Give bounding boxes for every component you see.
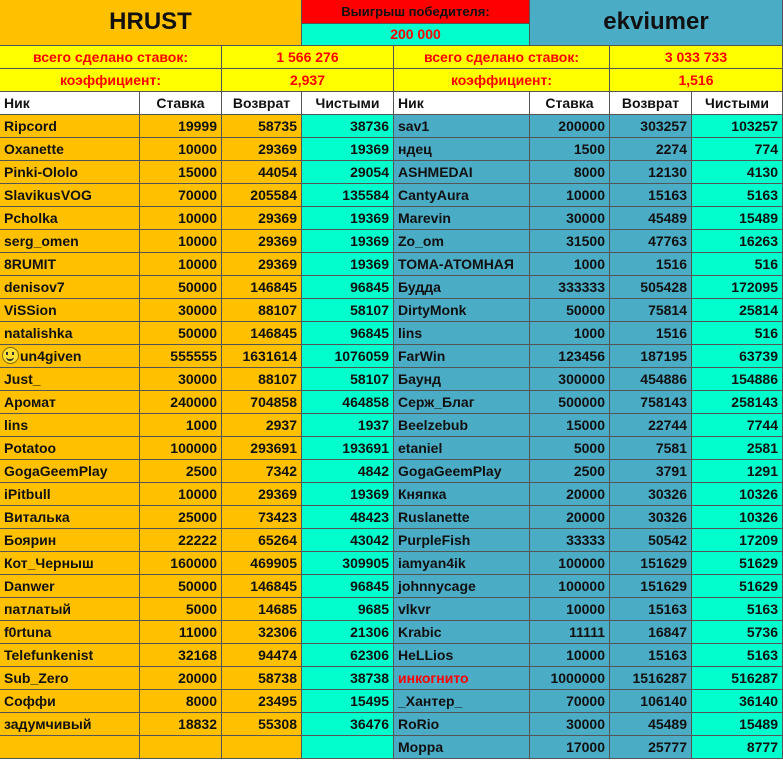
right-row-24-nick: HeLLios xyxy=(394,644,530,667)
right-row-8-return: 505428 xyxy=(610,276,692,299)
right-row-4-net: 5163 xyxy=(692,184,783,207)
left-row-15-return: 293691 xyxy=(222,437,302,460)
left-row-28-return xyxy=(222,736,302,759)
right-row-23-return: 16847 xyxy=(610,621,692,644)
right-row-10-nick: lins xyxy=(394,322,530,345)
left-row-20-nick: Кот_Черныш xyxy=(0,552,140,575)
right-row-20-net: 51629 xyxy=(692,552,783,575)
left-row-27-net: 36476 xyxy=(302,713,394,736)
left-row-8-bet: 50000 xyxy=(140,276,222,299)
left-row-11-net: 1076059 xyxy=(302,345,394,368)
right-row-3-bet: 8000 xyxy=(530,161,610,184)
right-row-2-nick: ндец xyxy=(394,138,530,161)
right-row-6-return: 47763 xyxy=(610,230,692,253)
right-row-21-return: 151629 xyxy=(610,575,692,598)
right-row-17-nick: Княпка xyxy=(394,483,530,506)
right-row-2-net: 774 xyxy=(692,138,783,161)
left-col-header-net: Чистыми xyxy=(302,92,394,115)
left-row-1-return: 58735 xyxy=(222,115,302,138)
left-row-16-nick: GogaGeemPlay xyxy=(0,460,140,483)
left-row-20-return: 469905 xyxy=(222,552,302,575)
right-row-8-nick: Будда xyxy=(394,276,530,299)
left-row-22-nick: патлатый xyxy=(0,598,140,621)
right-row-25-net: 516287 xyxy=(692,667,783,690)
left-row-6-return: 29369 xyxy=(222,230,302,253)
left-row-2-bet: 10000 xyxy=(140,138,222,161)
right-row-15-nick: etaniel xyxy=(394,437,530,460)
right-row-6-bet: 31500 xyxy=(530,230,610,253)
right-row-26-nick: _Хантер_ xyxy=(394,690,530,713)
right-row-20-nick: iamyan4ik xyxy=(394,552,530,575)
left-row-6-net: 19369 xyxy=(302,230,394,253)
left-col-header-nick: Ник xyxy=(0,92,140,115)
left-row-20-bet: 160000 xyxy=(140,552,222,575)
left-row-18-bet: 25000 xyxy=(140,506,222,529)
right-row-14-net: 7744 xyxy=(692,414,783,437)
right-row-13-return: 758143 xyxy=(610,391,692,414)
left-row-28-nick xyxy=(0,736,140,759)
left-row-17-net: 19369 xyxy=(302,483,394,506)
right-col-header-return: Возврат xyxy=(610,92,692,115)
right-row-13-bet: 500000 xyxy=(530,391,610,414)
left-col-header-bet: Ставка xyxy=(140,92,222,115)
right-coefficient: 1,516 xyxy=(610,69,783,92)
left-row-15-bet: 100000 xyxy=(140,437,222,460)
right-row-11-bet: 123456 xyxy=(530,345,610,368)
left-row-22-net: 9685 xyxy=(302,598,394,621)
left-row-23-bet: 11000 xyxy=(140,621,222,644)
left-row-9-return: 88107 xyxy=(222,299,302,322)
left-row-26-net: 15495 xyxy=(302,690,394,713)
right-row-16-nick: GogaGeemPlay xyxy=(394,460,530,483)
right-row-2-bet: 1500 xyxy=(530,138,610,161)
left-row-26-return: 23495 xyxy=(222,690,302,713)
right-col-header-nick: Ник xyxy=(394,92,530,115)
left-row-4-return: 205584 xyxy=(222,184,302,207)
left-bets-total: 1 566 276 xyxy=(222,46,394,69)
right-row-24-bet: 10000 xyxy=(530,644,610,667)
right-row-18-bet: 20000 xyxy=(530,506,610,529)
right-row-12-return: 454886 xyxy=(610,368,692,391)
left-row-24-return: 94474 xyxy=(222,644,302,667)
left-row-3-bet: 15000 xyxy=(140,161,222,184)
left-row-10-return: 146845 xyxy=(222,322,302,345)
left-row-28-net xyxy=(302,736,394,759)
left-row-11-return: 1631614 xyxy=(222,345,302,368)
right-row-24-return: 15163 xyxy=(610,644,692,667)
right-row-15-return: 7581 xyxy=(610,437,692,460)
right-row-22-bet: 10000 xyxy=(530,598,610,621)
left-row-2-net: 19369 xyxy=(302,138,394,161)
right-row-5-bet: 30000 xyxy=(530,207,610,230)
right-row-15-bet: 5000 xyxy=(530,437,610,460)
left-row-26-bet: 8000 xyxy=(140,690,222,713)
right-bets-total: 3 033 733 xyxy=(610,46,783,69)
right-row-11-nick: FarWin xyxy=(394,345,530,368)
right-row-19-bet: 33333 xyxy=(530,529,610,552)
right-row-3-return: 12130 xyxy=(610,161,692,184)
right-row-10-bet: 1000 xyxy=(530,322,610,345)
left-row-25-return: 58738 xyxy=(222,667,302,690)
right-row-7-nick: ТОМА-АТОМНАЯ xyxy=(394,253,530,276)
left-row-1-net: 38736 xyxy=(302,115,394,138)
right-row-8-bet: 333333 xyxy=(530,276,610,299)
right-row-10-net: 516 xyxy=(692,322,783,345)
right-row-11-return: 187195 xyxy=(610,345,692,368)
left-row-14-bet: 1000 xyxy=(140,414,222,437)
left-row-4-bet: 70000 xyxy=(140,184,222,207)
left-row-22-bet: 5000 xyxy=(140,598,222,621)
smiley-icon xyxy=(2,347,19,364)
right-row-17-net: 10326 xyxy=(692,483,783,506)
right-row-20-return: 151629 xyxy=(610,552,692,575)
left-row-25-bet: 20000 xyxy=(140,667,222,690)
left-row-12-net: 58107 xyxy=(302,368,394,391)
right-row-9-nick: DirtyMonk xyxy=(394,299,530,322)
right-row-27-return: 45489 xyxy=(610,713,692,736)
right-row-3-net: 4130 xyxy=(692,161,783,184)
left-row-16-net: 4842 xyxy=(302,460,394,483)
left-row-4-nick: SlavikusVOG xyxy=(0,184,140,207)
left-row-21-return: 146845 xyxy=(222,575,302,598)
right-row-26-return: 106140 xyxy=(610,690,692,713)
left-row-6-bet: 10000 xyxy=(140,230,222,253)
left-row-14-return: 2937 xyxy=(222,414,302,437)
right-row-18-nick: Ruslanette xyxy=(394,506,530,529)
left-row-16-bet: 2500 xyxy=(140,460,222,483)
left-row-21-nick: Danwer xyxy=(0,575,140,598)
left-col-header-return: Возврат xyxy=(222,92,302,115)
left-row-18-nick: Виталька xyxy=(0,506,140,529)
right-row-15-net: 2581 xyxy=(692,437,783,460)
left-row-16-return: 7342 xyxy=(222,460,302,483)
right-row-4-return: 15163 xyxy=(610,184,692,207)
left-row-4-net: 135584 xyxy=(302,184,394,207)
left-row-5-nick: Pcholka xyxy=(0,207,140,230)
left-row-3-return: 44054 xyxy=(222,161,302,184)
left-row-18-return: 73423 xyxy=(222,506,302,529)
right-row-6-nick: Zo_om xyxy=(394,230,530,253)
right-coef-label: коэффициент: xyxy=(394,69,610,92)
right-row-22-return: 15163 xyxy=(610,598,692,621)
right-row-9-bet: 50000 xyxy=(530,299,610,322)
nick-text: un4given xyxy=(20,348,82,364)
left-row-11-bet: 555555 xyxy=(140,345,222,368)
left-row-2-return: 29369 xyxy=(222,138,302,161)
winner-prize-value: 200 000 xyxy=(302,24,530,46)
right-row-14-nick: Beelzebub xyxy=(394,414,530,437)
left-row-27-return: 55308 xyxy=(222,713,302,736)
left-team-title: HRUST xyxy=(0,0,302,46)
left-row-1-nick: Ripcord xyxy=(0,115,140,138)
right-row-1-nick: sav1 xyxy=(394,115,530,138)
right-row-5-return: 45489 xyxy=(610,207,692,230)
right-row-25-nick: инкогнито xyxy=(394,667,530,690)
left-row-8-return: 146845 xyxy=(222,276,302,299)
right-row-13-nick: Серж_Благ xyxy=(394,391,530,414)
left-row-5-return: 29369 xyxy=(222,207,302,230)
left-row-7-return: 29369 xyxy=(222,253,302,276)
left-row-9-nick: ViSSion xyxy=(0,299,140,322)
right-col-header-bet: Ставка xyxy=(530,92,610,115)
left-row-19-bet: 22222 xyxy=(140,529,222,552)
right-row-19-nick: PurpleFish xyxy=(394,529,530,552)
right-row-19-return: 50542 xyxy=(610,529,692,552)
left-row-8-nick: denisov7 xyxy=(0,276,140,299)
right-row-16-net: 1291 xyxy=(692,460,783,483)
left-row-24-net: 62306 xyxy=(302,644,394,667)
left-row-8-net: 96845 xyxy=(302,276,394,299)
left-row-12-nick: Just_ xyxy=(0,368,140,391)
left-row-17-bet: 10000 xyxy=(140,483,222,506)
right-row-27-net: 15489 xyxy=(692,713,783,736)
right-row-22-nick: vlkvr xyxy=(394,598,530,621)
right-row-14-return: 22744 xyxy=(610,414,692,437)
left-row-22-return: 14685 xyxy=(222,598,302,621)
right-bets-label: всего сделано ставок: xyxy=(394,46,610,69)
left-row-7-nick: 8RUMIT xyxy=(0,253,140,276)
right-row-12-bet: 300000 xyxy=(530,368,610,391)
right-row-9-return: 75814 xyxy=(610,299,692,322)
right-row-6-net: 16263 xyxy=(692,230,783,253)
right-row-2-return: 2274 xyxy=(610,138,692,161)
left-row-19-return: 65264 xyxy=(222,529,302,552)
left-coefficient: 2,937 xyxy=(222,69,394,92)
right-row-26-net: 36140 xyxy=(692,690,783,713)
left-row-10-net: 96845 xyxy=(302,322,394,345)
left-row-24-nick: Telefunkenist xyxy=(0,644,140,667)
left-row-1-bet: 19999 xyxy=(140,115,222,138)
left-row-19-net: 43042 xyxy=(302,529,394,552)
right-row-5-nick: Marevin xyxy=(394,207,530,230)
right-row-1-net: 103257 xyxy=(692,115,783,138)
left-row-23-return: 32306 xyxy=(222,621,302,644)
right-row-13-net: 258143 xyxy=(692,391,783,414)
left-row-26-nick: Соффи xyxy=(0,690,140,713)
right-row-1-bet: 200000 xyxy=(530,115,610,138)
right-row-3-nick: ASHMEDAI xyxy=(394,161,530,184)
right-row-17-bet: 20000 xyxy=(530,483,610,506)
left-row-13-nick: Аромат xyxy=(0,391,140,414)
right-row-17-return: 30326 xyxy=(610,483,692,506)
left-row-17-nick: iPitbull xyxy=(0,483,140,506)
left-row-6-nick: serg_omen xyxy=(0,230,140,253)
left-row-27-nick: задумчивый xyxy=(0,713,140,736)
right-row-23-net: 5736 xyxy=(692,621,783,644)
right-row-16-bet: 2500 xyxy=(530,460,610,483)
left-bets-label: всего сделано ставок: xyxy=(0,46,222,69)
right-row-28-nick: Морра xyxy=(394,736,530,759)
right-row-12-nick: Баунд xyxy=(394,368,530,391)
right-row-25-bet: 1000000 xyxy=(530,667,610,690)
left-row-10-bet: 50000 xyxy=(140,322,222,345)
left-row-12-return: 88107 xyxy=(222,368,302,391)
right-row-22-net: 5163 xyxy=(692,598,783,621)
left-row-15-nick: Potatoo xyxy=(0,437,140,460)
left-row-25-net: 38738 xyxy=(302,667,394,690)
right-row-1-return: 303257 xyxy=(610,115,692,138)
left-row-21-bet: 50000 xyxy=(140,575,222,598)
left-row-13-net: 464858 xyxy=(302,391,394,414)
left-row-13-bet: 240000 xyxy=(140,391,222,414)
left-row-14-nick: lins xyxy=(0,414,140,437)
left-row-15-net: 193691 xyxy=(302,437,394,460)
left-row-21-net: 96845 xyxy=(302,575,394,598)
right-row-26-bet: 70000 xyxy=(530,690,610,713)
left-row-5-net: 19369 xyxy=(302,207,394,230)
left-row-2-nick: Oxanette xyxy=(0,138,140,161)
right-row-8-net: 172095 xyxy=(692,276,783,299)
left-row-12-bet: 30000 xyxy=(140,368,222,391)
left-row-5-bet: 10000 xyxy=(140,207,222,230)
right-row-14-bet: 15000 xyxy=(530,414,610,437)
left-row-19-nick: Боярин xyxy=(0,529,140,552)
left-row-14-net: 1937 xyxy=(302,414,394,437)
right-row-11-net: 63739 xyxy=(692,345,783,368)
left-row-3-net: 29054 xyxy=(302,161,394,184)
right-row-28-bet: 17000 xyxy=(530,736,610,759)
left-row-9-net: 58107 xyxy=(302,299,394,322)
right-row-12-net: 154886 xyxy=(692,368,783,391)
right-row-9-net: 25814 xyxy=(692,299,783,322)
right-row-7-return: 1516 xyxy=(610,253,692,276)
left-row-18-net: 48423 xyxy=(302,506,394,529)
left-row-23-net: 21306 xyxy=(302,621,394,644)
right-team-title: ekviumer xyxy=(530,0,783,46)
left-row-25-nick: Sub_Zero xyxy=(0,667,140,690)
left-row-17-return: 29369 xyxy=(222,483,302,506)
right-row-27-nick: RoRio xyxy=(394,713,530,736)
left-row-3-nick: Pinki-Ololo xyxy=(0,161,140,184)
left-row-23-nick: f0rtuna xyxy=(0,621,140,644)
left-row-20-net: 309905 xyxy=(302,552,394,575)
right-row-21-nick: johnnycage xyxy=(394,575,530,598)
right-row-20-bet: 100000 xyxy=(530,552,610,575)
right-row-7-bet: 1000 xyxy=(530,253,610,276)
left-row-9-bet: 30000 xyxy=(140,299,222,322)
right-row-16-return: 3791 xyxy=(610,460,692,483)
right-row-27-bet: 30000 xyxy=(530,713,610,736)
left-row-10-nick: natalishka xyxy=(0,322,140,345)
right-row-23-bet: 11111 xyxy=(530,621,610,644)
winner-prize-label: Выигрыш победителя: xyxy=(302,0,530,24)
left-row-11-nick xyxy=(0,345,140,368)
left-row-13-return: 704858 xyxy=(222,391,302,414)
left-row-24-bet: 32168 xyxy=(140,644,222,667)
left-coef-label: коэффициент: xyxy=(0,69,222,92)
right-row-4-nick: CantyAura xyxy=(394,184,530,207)
right-row-19-net: 17209 xyxy=(692,529,783,552)
right-row-4-bet: 10000 xyxy=(530,184,610,207)
right-row-28-return: 25777 xyxy=(610,736,692,759)
right-row-10-return: 1516 xyxy=(610,322,692,345)
left-row-7-bet: 10000 xyxy=(140,253,222,276)
right-row-18-net: 10326 xyxy=(692,506,783,529)
right-row-7-net: 516 xyxy=(692,253,783,276)
right-row-25-return: 1516287 xyxy=(610,667,692,690)
right-row-21-net: 51629 xyxy=(692,575,783,598)
left-row-27-bet: 18832 xyxy=(140,713,222,736)
right-row-24-net: 5163 xyxy=(692,644,783,667)
left-row-7-net: 19369 xyxy=(302,253,394,276)
left-row-28-bet xyxy=(140,736,222,759)
right-row-21-bet: 100000 xyxy=(530,575,610,598)
right-row-28-net: 8777 xyxy=(692,736,783,759)
right-row-5-net: 15489 xyxy=(692,207,783,230)
right-row-23-nick: Krabic xyxy=(394,621,530,644)
right-col-header-net: Чистыми xyxy=(692,92,783,115)
right-row-18-return: 30326 xyxy=(610,506,692,529)
